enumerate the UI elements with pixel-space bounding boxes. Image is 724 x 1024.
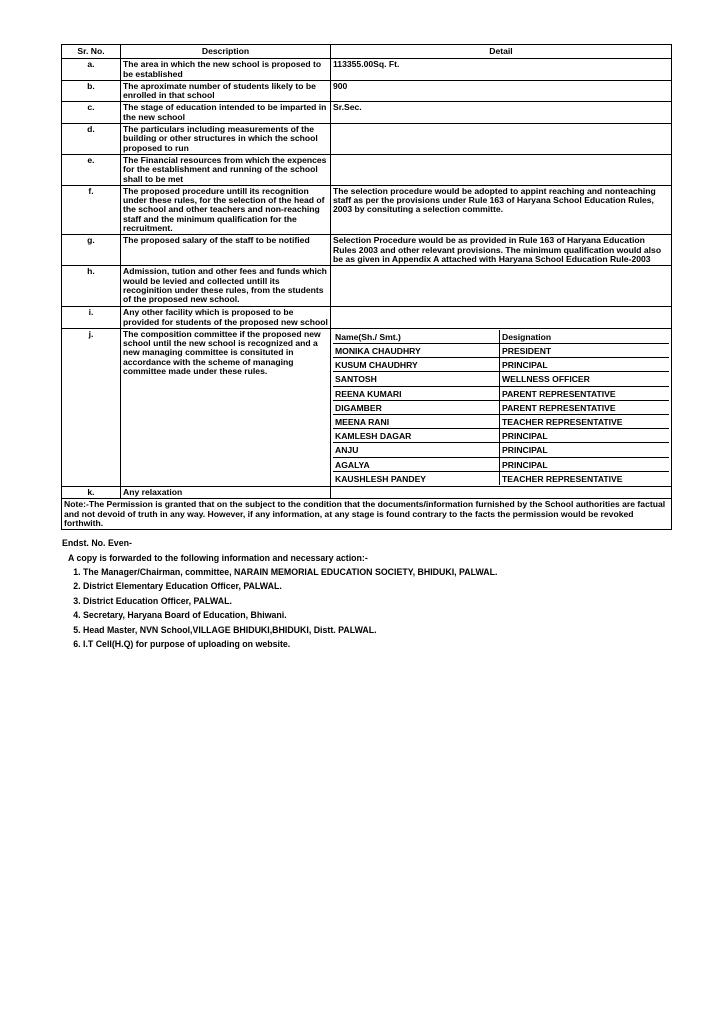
row-sr: h.: [62, 266, 121, 307]
table-row: [62, 154, 672, 185]
member-designation: PARENT REPRESENTATIVE: [500, 386, 670, 400]
member-designation: PRINCIPAL: [500, 457, 670, 471]
table-row: [62, 102, 672, 124]
document-page: [61, 44, 664, 652]
row-sr: k.: [62, 487, 121, 499]
table-header-row: [62, 45, 672, 59]
name-header: Name(Sh./ Smt.): [333, 330, 500, 344]
row-description: The stage of education intended to be imparted in the new school: [121, 102, 331, 124]
committee-members-table: [333, 330, 669, 485]
row-description: The composition committee if the proposed new school until the new school is recognized and a new managing committee is consituted in accordance with the scheme of managing committee made under these rules.: [121, 328, 331, 486]
sr-no-header: Sr. No.: [62, 45, 121, 59]
row-detail: [331, 487, 672, 499]
member-name: MONIKA CHAUDHRY: [333, 344, 500, 358]
row-detail: The selection procedure would be adopted to appint reaching and nonteaching staff as per the provisions under Rule 163 of Haryana School Education Rules, 2003 by consituting a selection committe.: [331, 185, 672, 234]
member-row: [333, 429, 669, 443]
distribution-list: [61, 565, 664, 651]
member-designation: PRINCIPAL: [500, 443, 670, 457]
row-description: The proposed salary of the staff to be notified: [121, 235, 331, 266]
member-row: [333, 415, 669, 429]
list-item: 4. Secretary, Haryana Board of Education, Bhiwani.: [83, 608, 664, 622]
member-row: [333, 471, 669, 485]
list-item: 6. I.T Cell(H.Q) for purpose of uploading on website.: [83, 637, 664, 651]
row-description: Any relaxation: [121, 487, 331, 499]
list-item: 1. The Manager/Chairman, committee, NARAIN MEMORIAL EDUCATION SOCIETY, BHIDUKI, PALWAL.: [83, 565, 664, 579]
row-sr: b.: [62, 80, 121, 102]
member-designation: PRINCIPAL: [500, 429, 670, 443]
endorsement-intro: A copy is forwarded to the following information and necessary action:-: [68, 552, 368, 563]
member-name: AGALYA: [333, 457, 500, 471]
row-description: The area in which the new school is proposed to be established: [121, 59, 331, 81]
designation-header: Designation: [500, 330, 670, 344]
table-row: [62, 307, 672, 329]
list-item: 5. Head Master, NVN School,VILLAGE BHIDUKI,BHIDUKI, Distt. PALWAL.: [83, 623, 664, 637]
member-row: [333, 400, 669, 414]
row-description: Admission, tution and other fees and funds which would be levied and collected untill its recoginition under these rules, from the students of the proposed new school.: [121, 266, 331, 307]
school-details-table: [61, 44, 672, 530]
member-row: [333, 372, 669, 386]
detail-header: Detail: [331, 45, 672, 59]
member-designation: TEACHER REPRESENTATIVE: [500, 415, 670, 429]
row-sr: d.: [62, 124, 121, 155]
member-row: [333, 457, 669, 471]
table-row: [62, 124, 672, 155]
row-description: The particulars including measurements of the building or other structures in which the school proposed to run: [121, 124, 331, 155]
member-name: KAUSHLESH PANDEY: [333, 471, 500, 485]
row-sr: a.: [62, 59, 121, 81]
row-sr: g.: [62, 235, 121, 266]
description-header: Description: [121, 45, 331, 59]
relaxation-row: [62, 487, 672, 499]
member-name: REENA KUMARI: [333, 386, 500, 400]
row-detail: Selection Procedure would be as provided in Rule 163 of Haryana Education Rules 2003 and other relevant provisions. The minimum qualification would also be as given in Appendix A attached with Haryana School Education Rule-2003: [331, 235, 672, 266]
member-row: [333, 386, 669, 400]
list-item: 2. District Elementary Education Officer, PALWAL.: [83, 579, 664, 593]
committee-row: [62, 328, 672, 486]
member-row: [333, 344, 669, 358]
member-name: MEENA RANI: [333, 415, 500, 429]
list-item: 3. District Education Officer, PALWAL.: [83, 594, 664, 608]
committee-cell: [331, 328, 672, 486]
row-description: Any other facility which is proposed to be provided for students of the proposed new school: [121, 307, 331, 329]
row-detail: [331, 154, 672, 185]
member-row: [333, 443, 669, 457]
note-row: [62, 499, 672, 530]
row-detail: 900: [331, 80, 672, 102]
row-sr: c.: [62, 102, 121, 124]
row-description: The aproximate number of students likely to be enrolled in that school: [121, 80, 331, 102]
table-row: [62, 80, 672, 102]
member-name: KAMLESH DAGAR: [333, 429, 500, 443]
member-name: KUSUM CHAUDHRY: [333, 358, 500, 372]
member-name: DIGAMBER: [333, 400, 500, 414]
row-sr: i.: [62, 307, 121, 329]
member-name: ANJU: [333, 443, 500, 457]
member-designation: WELLNESS OFFICER: [500, 372, 670, 386]
row-detail: [331, 266, 672, 307]
member-designation: TEACHER REPRESENTATIVE: [500, 471, 670, 485]
member-designation: PRESIDENT: [500, 344, 670, 358]
table-row: [62, 235, 672, 266]
endorsement-section: [61, 536, 664, 651]
row-sr: f.: [62, 185, 121, 234]
table-row: [62, 266, 672, 307]
members-header-row: [333, 330, 669, 344]
table-row: [62, 59, 672, 81]
member-name: SANTOSH: [333, 372, 500, 386]
row-sr: j.: [62, 328, 121, 486]
row-detail: Sr.Sec.: [331, 102, 672, 124]
table-row: [62, 185, 672, 234]
member-designation: PARENT REPRESENTATIVE: [500, 400, 670, 414]
row-description: The proposed procedure untill its recognition under these rules, for the selection of the head of the school and other teachers and non-reaching staff and the minimum qualification for the recruitment.: [121, 185, 331, 234]
member-designation: PRINCIPAL: [500, 358, 670, 372]
permission-note: Note:-The Permission is granted that on the subject to the condition that the documents/information furnished by the School authorities are factual and not devoid of truth in any way. However, if any information, at any stage is found contrary to the facts the permission would be revoked forthwith.: [62, 499, 672, 530]
row-detail: [331, 307, 672, 329]
endorsement-title: Endst. No. Even-: [62, 538, 132, 549]
row-description: The Financial resources from which the expences for the establishment and running of the school shall to be met: [121, 154, 331, 185]
row-detail: 113355.00Sq. Ft.: [331, 59, 672, 81]
row-sr: e.: [62, 154, 121, 185]
row-detail: [331, 124, 672, 155]
member-row: [333, 358, 669, 372]
